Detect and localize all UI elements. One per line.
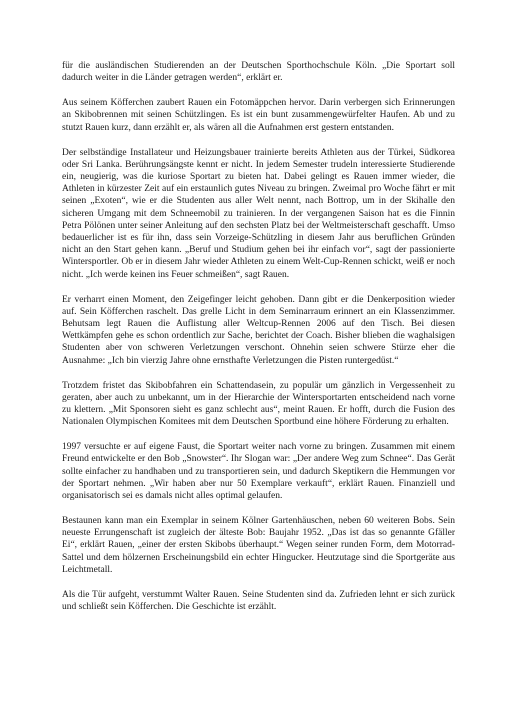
- paragraph-7: Bestaunen kann man ein Exemplar in seinem Kölner Gartenhäuschen, neben 60 weiteren Bobs. Sein neueste Errungenschaft ist zugleich der älteste Bob: Baujahr 1952. „Das ist das so genannte Gfäller Ei“, erklärt Rauen, „einer der ersten Skibobs überhaupt.“ Wegen seiner runden Form, dem Motorrad-Sattel und dem hölzernen Erscheinungsbild ein echter Hingucker. Heutzutage sind die Sportgeräte aus Leichtmetall.: [62, 516, 455, 575]
- paragraph-8: Als die Tür aufgeht, verstummt Walter Rauen. Seine Studenten sind da. Zufrieden lehnt er sich zurück und schließt sein Köfferchen. Die Geschichte ist erzählt.: [62, 589, 455, 613]
- document-page: [62, 60, 455, 613]
- paragraph-4: Er verharrt einen Moment, den Zeigefinger leicht gehoben. Dann gibt er die Denkerposition wieder auf. Sein Köfferchen raschelt. Das grelle Licht in dem Seminarraum erinnert an ein Klassenzimmer. Behutsam legt Rauen die Auflistung aller Weltcup-Rennen 2006 auf den Tisch. Bei diesen Wettkämpfen gehe es schon ordentlich zur Sache, berichtet der Coach. Bisher blieben die waghalsigen Studenten aber von schweren Verletzungen verschont. Ohnehin seien schwere Stürze eher die Ausnahme: „Ich bin vierzig Jahre ohne ernsthafte Verletzungen die Pisten runtergedüst.“: [62, 294, 455, 366]
- paragraph-1: für die ausländischen Studierenden an der Deutschen Sporthochschule Köln. „Die Sportart soll dadurch weiter in die Länder getragen werden“, erklärt er.: [62, 61, 455, 84]
- paragraph-6: 1997 versuchte er auf eigene Faust, die Sportart weiter nach vorne zu bringen. Zusammen mit einem Freund entwickelte er den Bob „Snowster“. Ihr Slogan war: „Der andere Weg zum Schnee“. Das Gerät sollte einfacher zu handhaben und zu transportieren sein, und dadurch Skeptikern die Hemmungen vor der Sportart nehmen. „Wir haben aber nur 50 Exemplare verkauft“, erklärt Rauen. Finanziell und organisatorisch sei es damals nicht alles optimal gelaufen.: [62, 442, 455, 502]
- paragraph-2: Aus seinem Köfferchen zaubert Rauen ein Fotomäppchen hervor. Darin verbergen sich Erinnerungen an Skibobrennen mit seinen Schützlingen. Es ist ein bunt zusammengewürfelter Haufen. Ab und zu stutzt Rauen kurz, dann erzählt er, als wären all die Aufnahmen erst gestern entstanden.: [62, 98, 455, 133]
- paragraph-5: Trotzdem fristet das Skibobfahren ein Schattendasein, zu populär um gänzlich in Vergessenheit zu geraten, aber auch zu unbekannt, um in der Hierarchie der Wintersportarten entscheidend nach vorne zu klettern. „Mit Sponsoren sieht es ganz schlecht aus“, meint Rauen. Er hofft, durch die Fusion des Nationalen Olympischen Komitees mit dem Deutschen Sportbund eine höhere Förderung zu erhalten.: [62, 380, 455, 428]
- paragraph-3: Der selbständige Installateur und Heizungsbauer trainierte bereits Athleten aus der Türkei, Südkorea oder Sri Lanka. Berührungsängste kennt er nicht. In jedem Semester trudeln interessierte Studierende ein, neugierig, was die kuriose Sportart zu bieten hat. Dabei gelingt es Rauen immer wieder, die Athleten in kürzester Zeit auf ein erstaunlich gutes Niveau zu bringen. Zweimal pro Woche fährt er mit seinen „Exoten“, wie er die Studenten aus aller Welt nennt, nach Bottrop, um in der Skihalle den sicheren Umgang mit dem Schneemobil zu trainieren. In der vergangenen Saison hat es die Finnin Petra Pölönen unter seiner Anleitung auf den sechsten Platz bei der Weltmeisterschaft geschafft. Umso bedauerlicher ist es für ihn, dass sein Vorzeige-Schützling in diesem Jahr aus beruflichen Gründen nicht an den Start gehen kann. „Beruf und Studium gehen bei ihr einfach vor“, sagt der passionierte Wintersportler. Ob er in diesem Jahr wieder Athleten zu einem Welt-Cup-Rennen schickt, weiß er noch nicht. „Ich werde keinen ins Feuer schmeißen“, sagt Rauen.: [62, 147, 455, 280]
